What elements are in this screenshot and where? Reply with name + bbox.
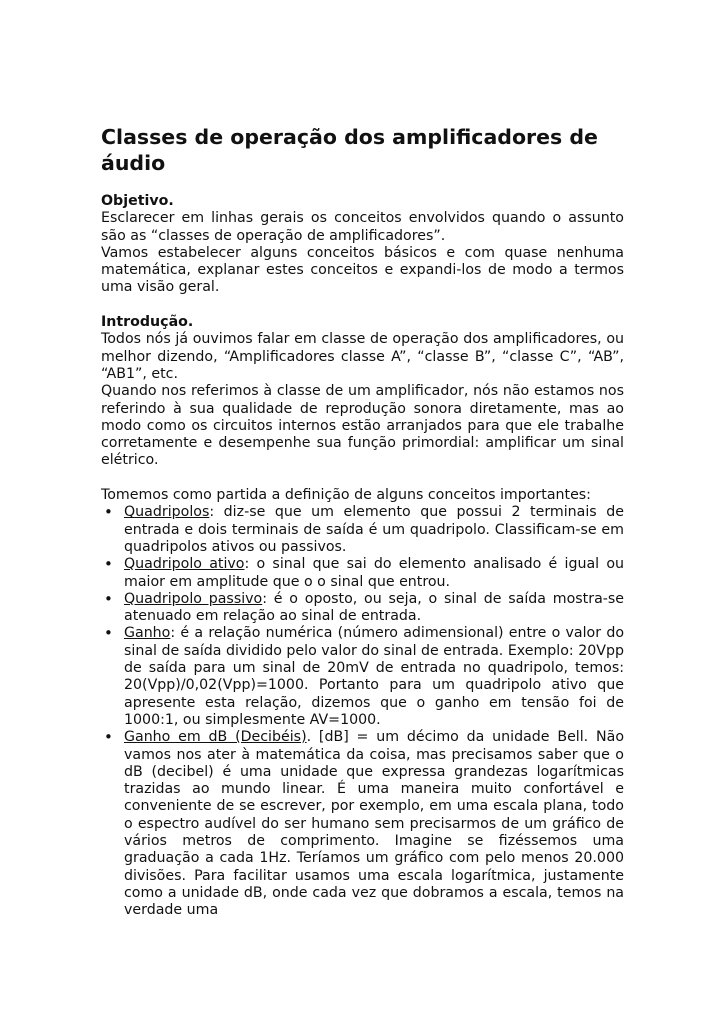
page-title: Classes de operação dos amplificadores de áudio (101, 125, 598, 175)
objetivo-heading: Objetivo. (101, 193, 174, 209)
term-label: Quadripolo passivo (124, 590, 263, 607)
list-item (124, 556, 624, 591)
term-definition: : diz-se que um elemento que possui 2 terminais de entrada e dois terminais de saída é um quadripolo. Classificam-se em quadripolos ativos ou passivos. (124, 504, 624, 555)
list-item (124, 504, 624, 556)
section-spacer (101, 297, 624, 314)
term-definition: : o sinal que sai do elemento analisado é igual ou maior em amplitude que o o sinal que entrou. (124, 556, 624, 590)
list-item (124, 729, 624, 919)
term-definition: : é a relação numérica (número adimensional) entre o valor do sinal de saída dividido pelo valor do sinal de entrada. Exemplo: 20Vpp de saída para um sinal de 20mV de entrada no quadripolo, temos: 20(Vpp)/0,02(Vpp)=1000. Portanto para um quadripolo ativo que apresente esta relação, dizemos que o ganho em tensão foi de 1000:1, ou simplesmente AV=1000. (124, 625, 624, 728)
term-label: Ganho (124, 625, 171, 642)
document-page (101, 124, 624, 919)
conceitos-list (101, 504, 624, 919)
introducao-paragraph-2: Quando nos referimos à classe de um amplificador, nós não estamos nos referindo à sua qualidade de reprodução sonora diretamente, mas ao modo como os circuitos internos estão arranjados para que ele trabalhe corretamente e desempenhe sua função primordial: amplificar um sinal elétrico. (101, 383, 624, 469)
introducao-heading: Introdução. (101, 314, 194, 331)
term-definition: . [dB] = um décimo da unidade Bell. Não vamos nos ater à matemática da coisa, mas precisamos saber que o dB (decibel) é uma unidade que expressa grandezas logarítmicas trazidas ao mundo linear. É uma maneira muito confortável e conveniente de se escrever, por exemplo, em uma escala plana, todo o espectro audível do ser humano sem precisarmos de um gráfico de vários metros de comprimento. Imagine se fizéssemos uma graduação a cada 1Hz. Teríamos um gráfico com pelo menos 20.000 divisões. Para facilitar usamos uma escala logarítmica, justamente como a unidade dB, onde cada vez que dobramos a escala, temos na verdade uma (124, 729, 624, 919)
list-item (124, 591, 624, 626)
term-label: Ganho em dB (Decibéis) (124, 729, 307, 746)
term-label: Quadripolos (124, 504, 210, 521)
objetivo-paragraph-2: Vamos estabelecer alguns conceitos básicos e com quase nenhuma matemática, explanar estes conceitos e expandi-los de modo a termos uma visão geral. (101, 244, 624, 296)
list-item (124, 625, 624, 729)
introducao-paragraph-1: Todos nós já ouvimos falar em classe de operação dos amplificadores, ou melhor dizendo, “Amplificadores classe A”, “classe B”, “classe C”, “AB”, “AB1”, etc. (101, 331, 624, 382)
section-spacer (101, 470, 624, 487)
term-label: Quadripolo ativo (124, 556, 245, 573)
conceitos-intro: Tomemos como partida a definição de alguns conceitos importantes: (101, 487, 591, 504)
objetivo-paragraph-1: Esclarecer em linhas gerais os conceitos envolvidos quando o assunto são as “classes de operação de amplificadores”. (101, 210, 624, 244)
term-definition: : é o oposto, ou seja, o sinal de saída mostra-se atenuado em relação ao sinal de entrada. (124, 590, 625, 625)
